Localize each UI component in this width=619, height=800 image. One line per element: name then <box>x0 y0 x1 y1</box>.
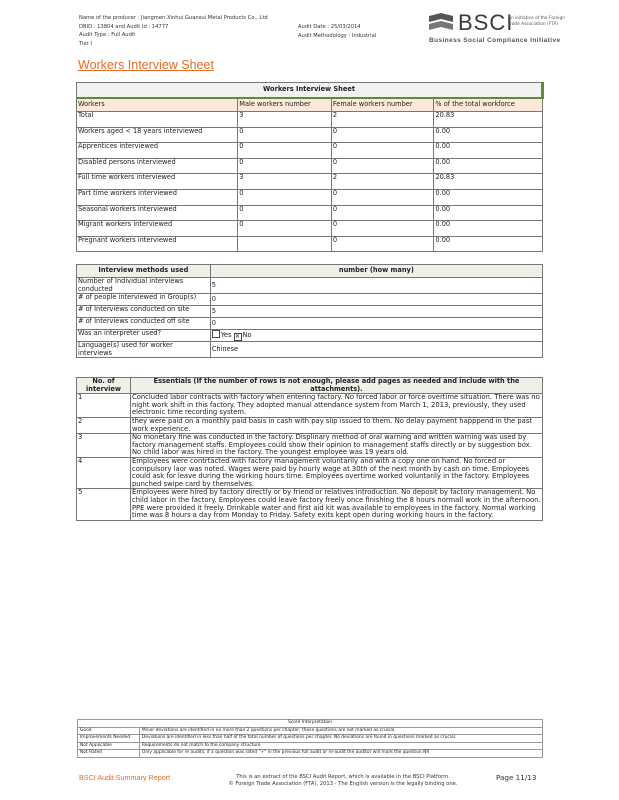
table-cell: 1 <box>77 394 131 418</box>
table-cell: # of Interviews conducted on site <box>77 306 211 318</box>
table-cell: Requirements do not match to the company structure <box>139 742 542 750</box>
table-cell: 0 <box>331 158 434 174</box>
table-cell: Disabled persons interviewed <box>77 158 238 174</box>
bsci-logo-icon <box>427 12 455 34</box>
table-cell: Part time workers interviewed <box>77 189 238 205</box>
producer-info <box>79 14 268 48</box>
table-cell: Apprentices interviewed <box>77 143 238 159</box>
page-title: Workers Interview Sheet <box>78 58 214 72</box>
table-cell: 0 <box>238 221 332 237</box>
interpreter-yes-label: Yes <box>220 331 232 340</box>
table-cell: 5 <box>210 306 542 318</box>
table-cell: 0 <box>331 221 434 237</box>
table-row <box>77 143 543 159</box>
table-cell: 0 <box>238 189 332 205</box>
table-cell: 2 <box>77 417 131 433</box>
table-cell: 0.00 <box>434 221 543 237</box>
footer-report-name: BSCI Audit Summary Report <box>79 773 171 782</box>
score-title: Score Interpretation <box>78 720 543 728</box>
essentials-header: Essentials (If the number of rows is not enough, please add pages as needed and include with the attachments). <box>130 378 542 394</box>
table-row <box>78 750 543 758</box>
score-interpretation-table <box>77 719 543 758</box>
table-row <box>77 112 543 128</box>
table-cell: 20.83 <box>434 112 543 128</box>
table-row <box>77 205 543 221</box>
table-cell: Seasonal workers interviewed <box>77 205 238 221</box>
footer-notice-line2: © Foreign Trade Association (FTA), 2013 - The English version is the legally binding one. <box>228 781 458 787</box>
table-cell: Minor deviations are identified in no more than 2 questions per chapter; these questions are not marked as crucial. <box>139 727 542 735</box>
table-cell: Total <box>77 112 238 128</box>
interview-no-header: No. of interview <box>77 378 131 394</box>
table-row <box>77 457 543 488</box>
footer-notice <box>218 774 468 788</box>
table-cell: 0 <box>331 143 434 159</box>
workers-table-caption: Workers Interview Sheet <box>77 83 543 99</box>
interpreter-label: Was an interpreter used? <box>77 330 211 342</box>
table-row <box>77 394 543 418</box>
table-cell: # of Interviews conducted off site <box>77 318 211 330</box>
essentials-table <box>76 377 543 521</box>
number-col-header: number (how many) <box>210 265 542 278</box>
logo-tag2: Trade Association (FTA) <box>508 21 558 27</box>
table-cell: Not Rated <box>78 750 140 758</box>
audit-date: Audit Date : 25/03/2014 <box>298 24 361 30</box>
interpreter-options <box>210 330 542 342</box>
table-cell: 20.83 <box>434 174 543 190</box>
language-value: Chinese <box>210 342 542 358</box>
table-cell: 0 <box>238 127 332 143</box>
logo-subtitle: Business Social Compliance Initiative <box>429 37 561 44</box>
interpreter-no-checkbox[interactable]: ✕ <box>235 333 241 341</box>
table-cell: Deviations are identified in less than half of the total number of questions per chapter. No deviations are found in questions marked as crucial. <box>139 735 542 743</box>
table-cell: No monetary fine was conducted in the factory. Displinary method of oral warning and written warning was used by factory management staffs. Employees could show their opinion to management staffs directly or by suggestion box. No child labor was hired in the factory. The youngest employee was 19 years old. <box>130 434 542 458</box>
table-cell: Improvements Needed <box>78 735 140 743</box>
table-cell <box>238 236 332 252</box>
table-cell: 0 <box>331 205 434 221</box>
tier: Tier I <box>79 40 92 47</box>
table-cell: Number of Individual interviews conducted <box>77 278 211 294</box>
table-cell: 0.00 <box>434 127 543 143</box>
table-cell: # of people interviewed in Group(s) <box>77 294 211 306</box>
table-cell: Full time workers interviewed <box>77 174 238 190</box>
table-row <box>77 278 543 294</box>
table-row <box>77 489 543 520</box>
table-cell: 2 <box>331 174 434 190</box>
table-cell: 5 <box>77 489 131 520</box>
page-number: Page 11/13 <box>496 773 537 782</box>
audit-info <box>298 23 376 40</box>
table-cell: 0.00 <box>434 189 543 205</box>
interpreter-yes-checkbox[interactable] <box>212 330 220 338</box>
dbid: DBID : 13804 and Audit Id : 14777 <box>79 23 169 30</box>
bsci-logo <box>427 12 597 46</box>
logo-tag1: An initiative of the Foreign <box>508 16 565 21</box>
audit-type: Audit Type : Full Audit <box>79 32 136 38</box>
language-label: Language(s) used for worker interviews <box>77 342 211 358</box>
table-cell: Employees were hired by factory directly or by friend or relatives introduction. No deposit by factory management. No child labor in the factory. Employees could leave factory freely once finishing the 8 hours normall work in the afternoon. PPE were provided it freely. Drinkable water and first aid kit was available to employees in the factory. Normal working time was 8 hours a day from Monday to Friday. Safety exits kept open during working hours in the factory. <box>131 488 541 520</box>
workers-col-header: % of the total workforce <box>434 98 543 112</box>
table-cell: Only applicable for re audits; if a question was rated "+" in the previous full audit or re-audit the auditor will mark the question NR <box>139 750 542 758</box>
table-row <box>77 221 543 237</box>
table-row <box>77 318 543 330</box>
table-row <box>77 189 543 205</box>
table-cell: 0.00 <box>434 158 543 174</box>
table-row <box>78 727 543 735</box>
table-cell: 0 <box>331 189 434 205</box>
workers-col-header: Male workers number <box>238 98 332 112</box>
table-row <box>77 294 543 306</box>
table-cell: 0 <box>238 205 332 221</box>
table-row <box>77 158 543 174</box>
table-cell: Concluded labor contracts with factory when entering factory. No forced labor or force overtime situation. There was no night work shift in this factory. They adopted manual attendance system from March 1, 2013, previously, they used electronic time recording system. <box>130 394 542 418</box>
table-cell: 0 <box>210 294 542 306</box>
footer-notice-line1: This is an extract of the BSCI Audit Report, which is available in the BSCI Platform. <box>236 774 450 780</box>
table-row <box>77 417 543 433</box>
audit-methodology: Audit Methodology : Industrial <box>298 32 377 39</box>
table-cell: Pregnant workers interviewed <box>77 236 238 252</box>
workers-table <box>76 82 544 252</box>
table-cell: 0 <box>238 143 332 159</box>
table-cell: 3 <box>238 174 332 190</box>
table-row <box>77 127 543 143</box>
table-cell: 0.00 <box>434 143 543 159</box>
table-cell: 0 <box>331 127 434 143</box>
table-row <box>77 174 543 190</box>
table-cell: 0.00 <box>434 205 543 221</box>
table-cell: 0 <box>210 318 542 330</box>
table-row <box>77 236 543 252</box>
table-cell: 3 <box>238 112 332 128</box>
table-cell: Not Applicable <box>78 742 140 750</box>
table-cell: 2 <box>331 112 434 128</box>
table-cell: Employees were contrtacted with factory management voluntarily and with a copy one on hand. No forced or compulsory laor was noted. Wages were paid by hourly wage at 30th of the next month by cash on time. Employees could ask for leave during the working hours time. Employees overtime worked voluntarily in the factory. Employees punched swipe card by themselves. <box>130 457 542 488</box>
table-row <box>78 735 543 743</box>
table-cell: 4 <box>77 457 131 488</box>
table-cell: 0.00 <box>434 236 543 252</box>
logo-tagline <box>508 16 565 27</box>
producer-name: Name of the producer : Jiangmen Xinhui Guansui Metal Products Co., Ltd <box>79 15 268 21</box>
table-row <box>78 742 543 750</box>
table-cell: 0 <box>331 236 434 252</box>
table-cell: 5 <box>210 278 542 294</box>
workers-col-header: Workers <box>77 98 238 112</box>
table-cell: Good <box>78 727 140 735</box>
table-cell: Migrant workers interviewed <box>77 221 238 237</box>
table-cell: 3 <box>77 434 131 458</box>
table-row <box>77 306 543 318</box>
methods-col-header: Interview methods used <box>77 265 211 278</box>
table-cell: they were paid on a monthly paid basis in cash with pay slip issued to them. No delay payment happpend in the past work experience. <box>130 417 542 433</box>
table-cell: 0 <box>238 158 332 174</box>
methods-table <box>76 264 543 358</box>
workers-col-header: Female workers number <box>331 98 434 112</box>
table-cell: Workers aged < 18 years interviewed <box>77 127 238 143</box>
table-row <box>77 434 543 458</box>
logo-name: BSCI <box>458 10 514 35</box>
interpreter-no-label: No <box>242 331 252 340</box>
